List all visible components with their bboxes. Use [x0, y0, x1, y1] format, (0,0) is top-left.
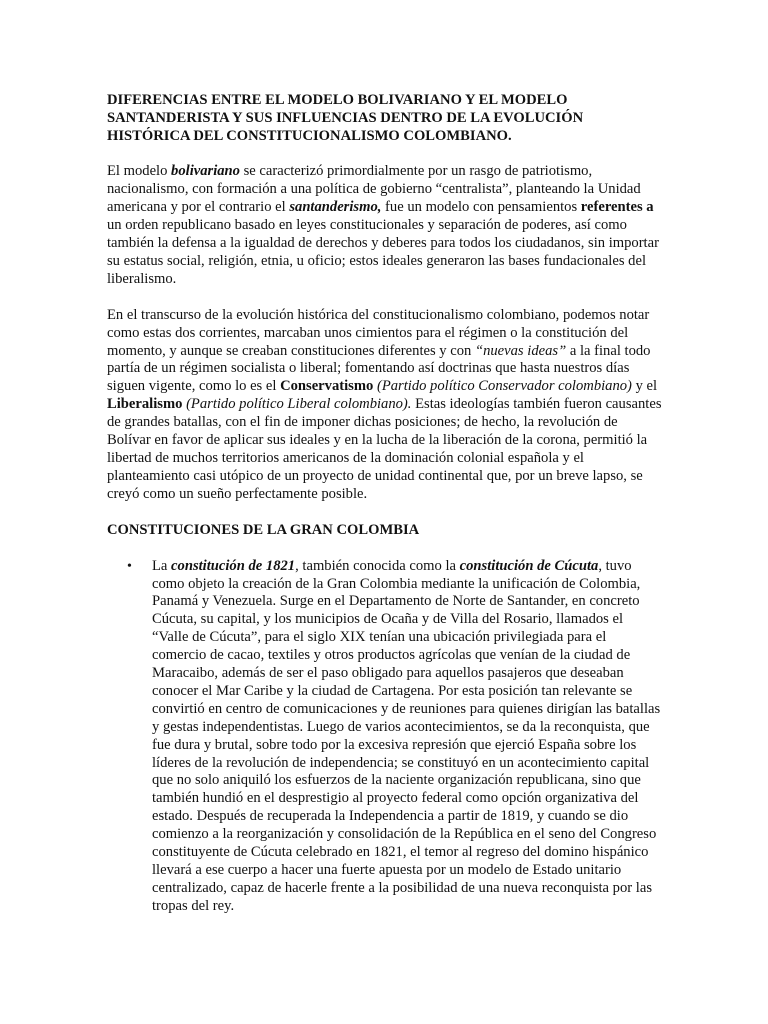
paragraph-bolivariano-santanderismo	[107, 163, 663, 288]
term-nuevas-ideas: “nuevas ideas”	[474, 342, 567, 359]
text-run: un orden republicano basado en leyes constitucionales y separación de poderes, así como también la defensa a la igualdad de derechos y deberes para todos los ciudadanos, sin importar su estatus social, religión, etnia, u oficio; estos ideales generaron las bases fundacionales del liberalismo.	[107, 217, 659, 287]
term-partido-liberal: (Partido político Liberal colombiano).	[186, 396, 412, 413]
bullet-icon: •	[127, 558, 132, 574]
text-run: fue un modelo con pensamientos	[381, 199, 581, 216]
text-run: , tuvo como objeto la creación de la Gran Colombia mediante la unificación de Colombia, Panamá y Venezuela. Surge en el Departamento de Norte de Santander, en concreto Cúcuta, su capital, y los municipios de Ocaña y de Villa del Rosario, llamados el “Valle de Cúcuta”, para el siglo XIX tenían una ubicación privilegiada para el comercio de cacao, textiles y otros productos agrícolas que venían de la ciudad de Maracaibo, además de ser el paso obligado para aquellos pasajeros que deseaban conocer el Mar Caribe y la ciudad de Cartagena. Por esta posición tan relevante se convirtió en centro de comunicaciones y de reuniones para quienes dirigían las batallas y gestas independentistas. Luego de varios acontecimientos, se da la reconquista, que fue dura y brutal, sobre todo por la excesiva represión que ejerció España sobre los líderes de la revolución de independencia; se constituyó en un acontecimiento capital que no solo aniquiló los esfuerzos de la naciente organización republicana, sino que también hundió en el desprestigio al proyecto federal como opción organizativa del estado. Después de recuperada la Independencia a partir de 1819, y cuando se dio comienzo a la reorganización y consolidación de la República en el seno del Congreso constituyente de Cúcuta celebrado en 1821, el temor al regreso del domino hispánico llevará a ese cuerpo a hacer una fuerte apuesta por un modelo de Estado unitario centralizado, capaz de hacerle frente a la posibilidad de una nueva reconquista por las tropas del rey.	[152, 557, 661, 914]
text-run: se caracterizó primordialmente por un rasgo de patriotismo, nacionalismo, con formación a una política de gobierno “centralista”, planteando la Unidad americana y por el contrario el	[107, 163, 641, 216]
term-constitucion-1821: constitución de 1821	[171, 557, 296, 574]
text-run: El modelo	[107, 163, 172, 180]
text-run: y el	[631, 378, 658, 395]
term-partido-conservador: (Partido político Conservador colombiano)	[376, 378, 632, 395]
paragraph-evolucion-historica	[107, 307, 663, 504]
document-title: DIFERENCIAS ENTRE EL MODELO BOLIVARIANO Y EL MODELO SANTANDERISTA Y SUS INFLUENCIAS DENTRO DE LA EVOLUCIÓN HISTÓRICA DEL CONSTITUCIONALISMO COLOMBIANO.	[107, 92, 584, 144]
text-run: a la final todo partía de un régimen socialista o liberal; fomentando así doctrinas que hasta nuestros días siguen vigente, como lo es el	[107, 342, 651, 395]
document-content	[107, 92, 663, 916]
section-heading: CONSTITUCIONES DE LA GRAN COLOMBIA	[107, 521, 420, 538]
term-constitucion-cucuta: constitución de Cúcuta	[459, 557, 599, 574]
term-liberalismo: Liberalismo	[107, 396, 183, 413]
term-bolivariano: bolivariano	[171, 163, 240, 180]
term-conservatismo: Conservatismo	[280, 378, 374, 395]
text-run: , también conocida como la	[295, 557, 460, 574]
term-referentes: referentes a	[580, 199, 654, 216]
bullet-list	[107, 558, 663, 916]
text-run: Estas ideologías también fueron causantes de grandes batallas, con el fin de imponer dichas posiciones; de hecho, la revolución de Bolívar en favor de aplicar sus ideales y en la lucha de la liberación de la corona, permitió la libertad de muchos territorios americanos de la dominación colonial española y el planteamiento casi utópico de un proyecto de unidad continental que, por un breve lapso, se creyó como un sueño perfectamente posible.	[107, 396, 662, 502]
text-run: La	[152, 557, 172, 574]
text-run: En el transcurso de la evolución histórica del constitucionalismo colombiano, podemos notar como estas dos corrientes, marcaban unos cimientos para el régimen o la constitución del momento, y aunque se creaban constituciones diferentes y con	[107, 306, 650, 359]
term-santanderismo: santanderismo,	[289, 199, 382, 216]
list-item	[107, 558, 663, 916]
